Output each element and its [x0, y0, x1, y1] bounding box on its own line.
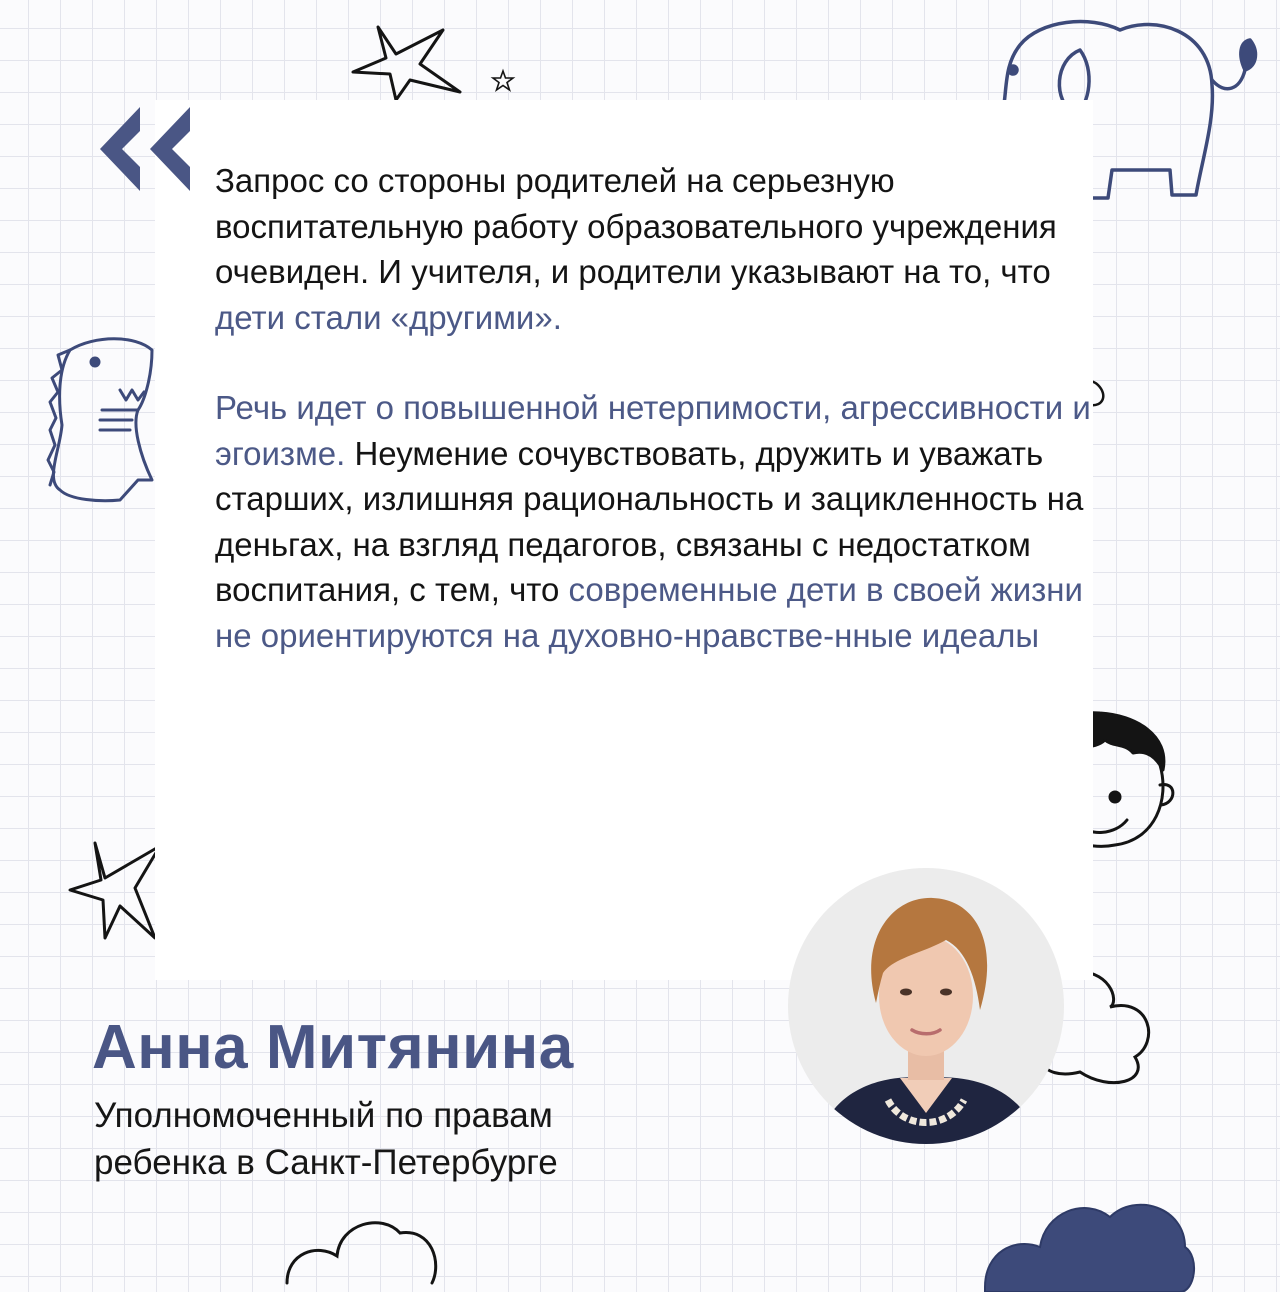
quote-text [215, 158, 1095, 658]
quote-paragraph-1 [215, 158, 1095, 340]
author-role-line-2: ребенка в Санкт-Петербурге [94, 1143, 558, 1182]
author-photo [788, 868, 1064, 1144]
quote-paragraph-1-text: Запрос со стороны родителей на серьезную воспитательную работу образовательного учреждения очевиден. И учителя, и родители указывают на то, что [215, 162, 1057, 290]
quote-paragraph-2 [215, 385, 1095, 658]
cloud-icon [985, 1182, 1195, 1292]
dinosaur-icon [40, 330, 165, 515]
author-role-line-1: Уполномоченный по правам [94, 1096, 553, 1135]
cloud-icon [282, 1208, 442, 1288]
quote-paragraph-1-highlight: дети стали «другими». [215, 298, 562, 336]
star-icon [65, 838, 165, 948]
quote-paragraph-2-text: Неумение сочувствовать, дружить и уважать старших, излишняя рациональность и зацикленность на деньгах, на взгляд педагогов, связаны с недостатком воспитания, с тем, что [215, 434, 1084, 608]
small-star-icon [492, 70, 514, 92]
author-role [94, 1092, 794, 1186]
quote-paragraph-2-highlight-start: Речь идет о повышенной нетерпимости, агрессивности и эгоизме. [215, 389, 1091, 472]
author-name: Анна Митянина [92, 1013, 574, 1082]
quote-paragraph-2-highlight-end: современные дети в своей жизни не ориентируются на духовно-нравстве-нные идеалы [215, 571, 1083, 654]
star-icon [348, 22, 468, 102]
quote-mark-icon [96, 104, 192, 199]
